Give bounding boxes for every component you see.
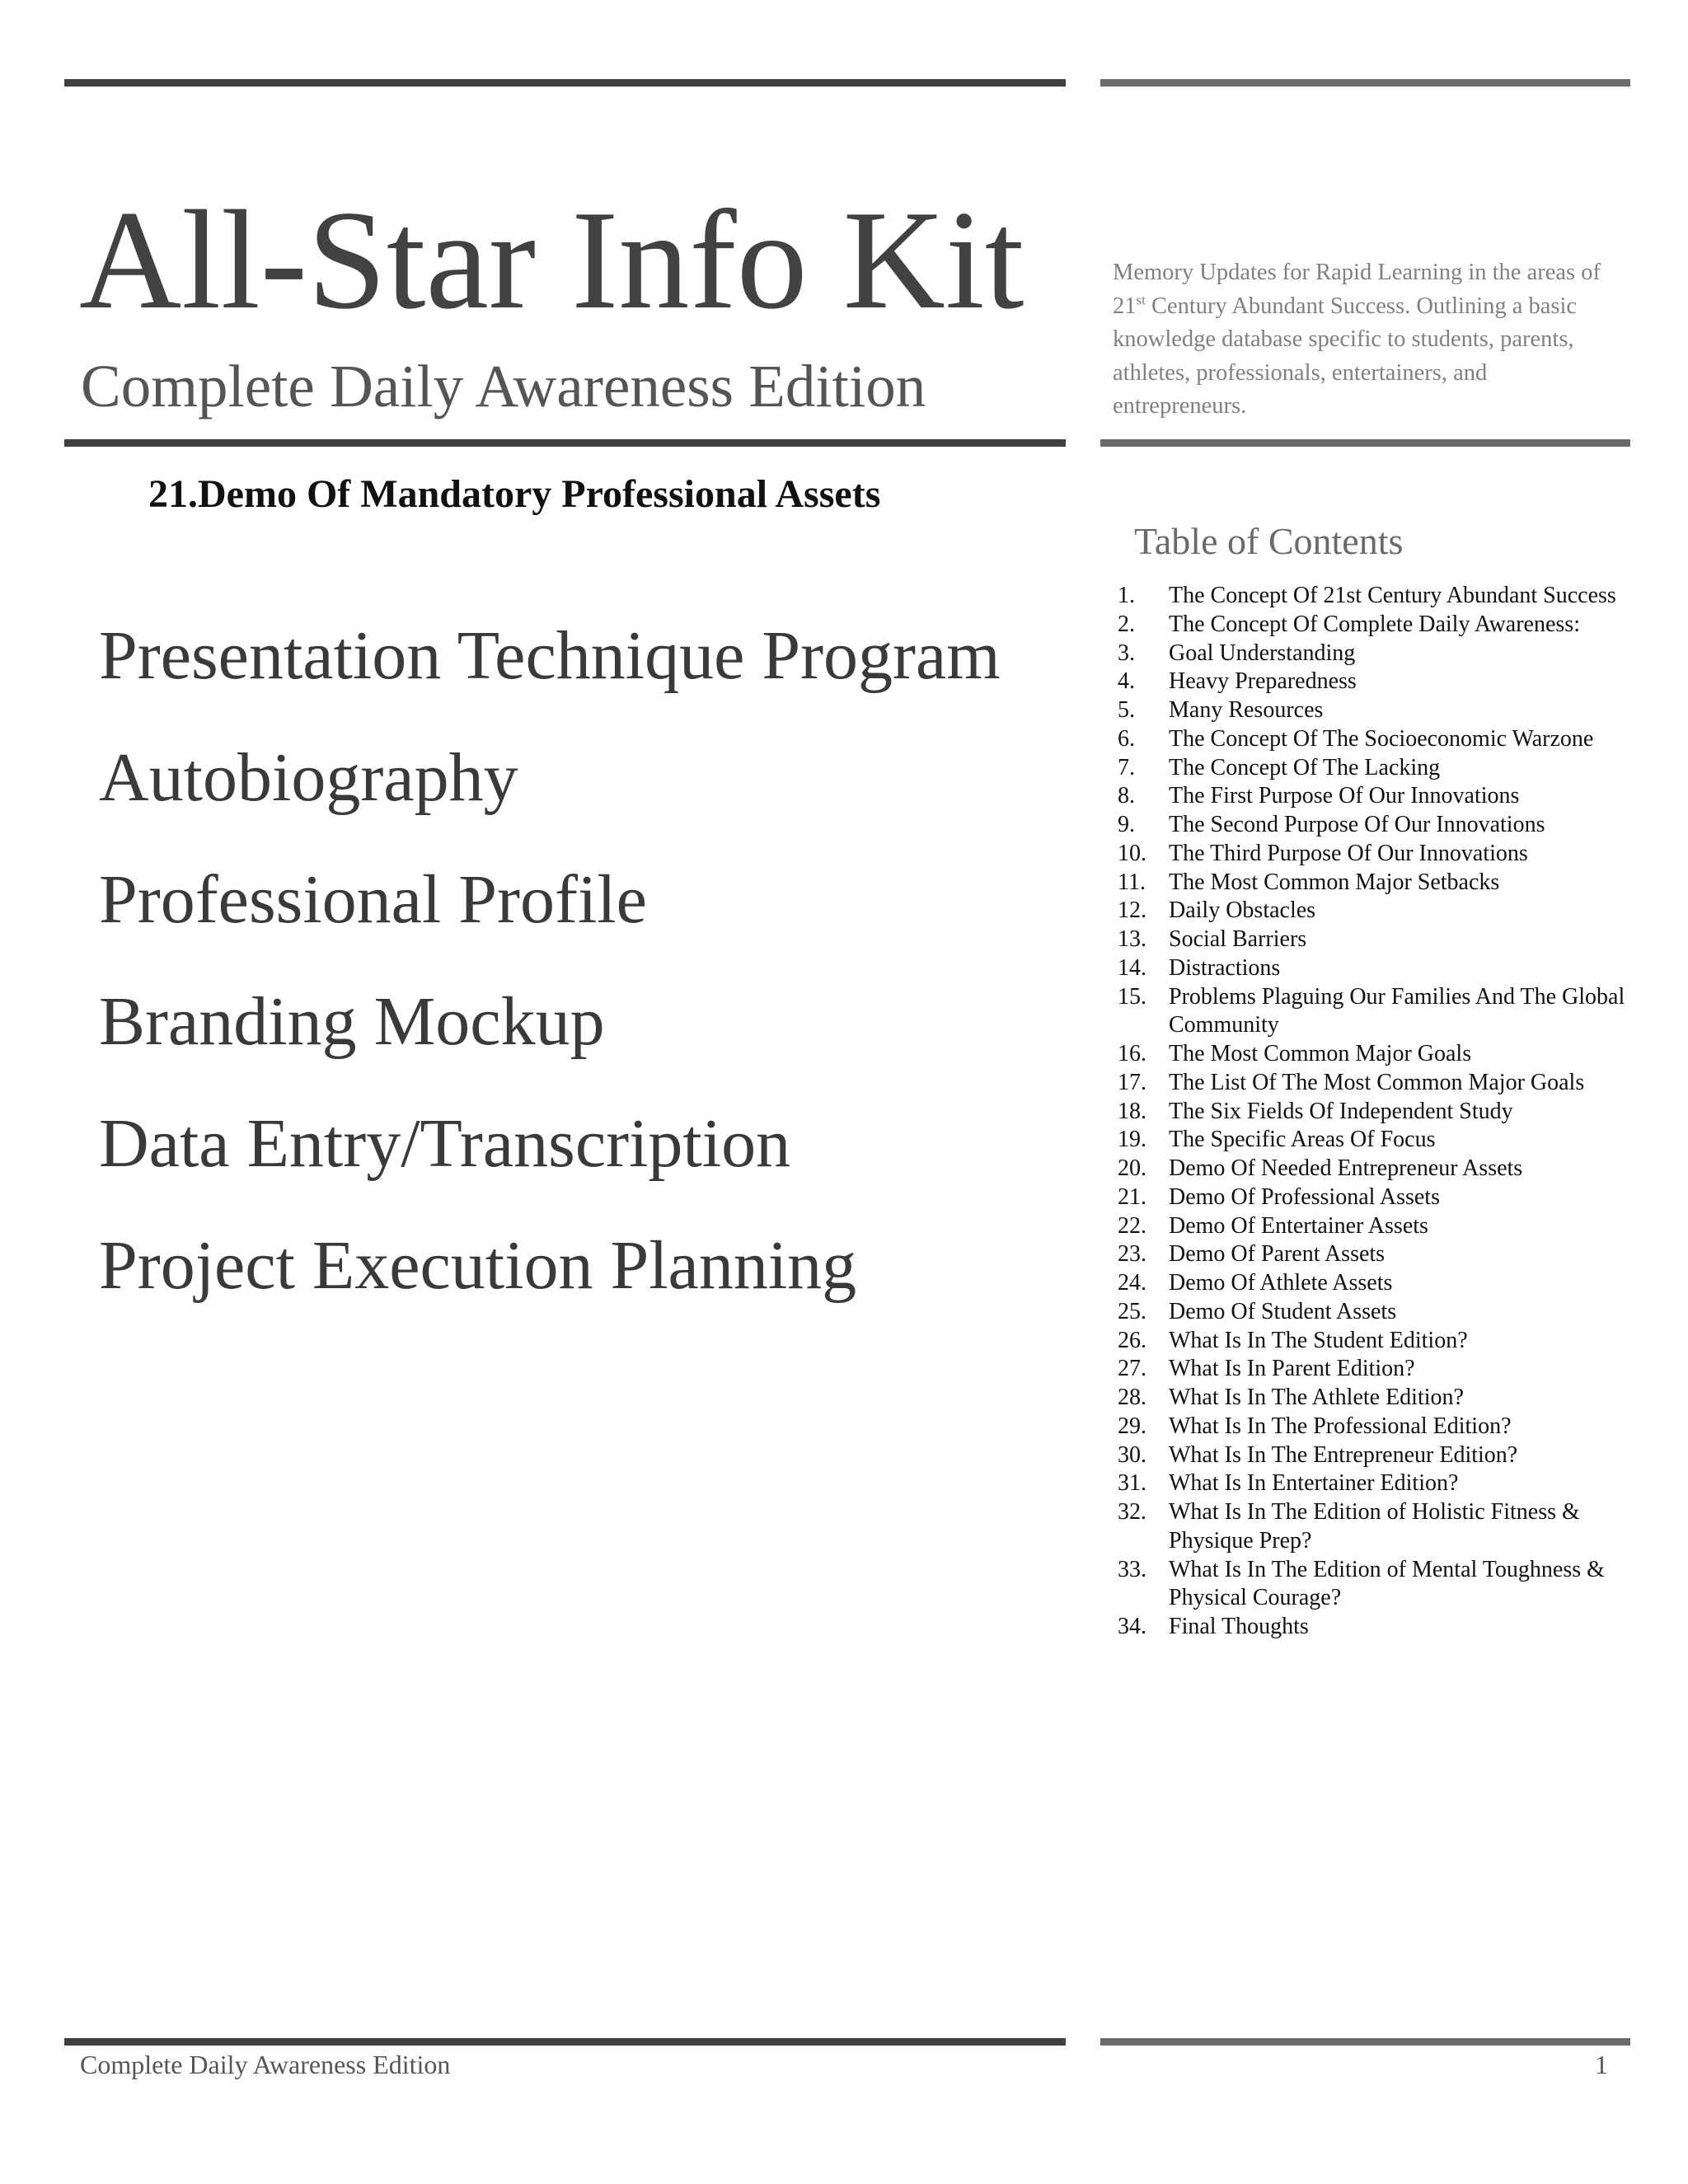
bottom-rule-right (1100, 2038, 1630, 2046)
toc-item-text: Problems Plaguing Our Families And The Global Community (1169, 983, 1625, 1038)
toc-item-text: Demo Of Professional Assets (1169, 1183, 1440, 1210)
toc-item-number: 10. (1118, 840, 1146, 866)
toc-item-text: Distractions (1169, 954, 1281, 981)
asset-list (99, 610, 1055, 1342)
toc-item-text: Heavy Preparedness (1169, 668, 1357, 695)
toc-item-number: 23. (1118, 1241, 1146, 1268)
toc-item (1118, 696, 1645, 725)
toc-item (1118, 1240, 1645, 1269)
toc-item (1118, 668, 1645, 696)
toc-item-text: The First Purpose Of Our Innovations (1169, 783, 1520, 809)
blurb-text-end: Century Abundant Success. Outlining a basic knowledge database specific to students, parents, athletes, professionals, entertainers, and entrepreneurs. (1113, 293, 1578, 419)
toc-item (1118, 1469, 1645, 1498)
toc-item (1118, 1384, 1645, 1413)
toc-item-number: 13. (1118, 926, 1146, 952)
toc-item (1118, 1155, 1645, 1183)
toc-item (1118, 1556, 1645, 1614)
toc-item-text: The Concept Of The Lacking (1169, 754, 1441, 780)
toc-item-text: The Concept Of 21st Century Abundant Success (1169, 583, 1616, 608)
toc-item (1118, 1298, 1645, 1327)
toc-item (1118, 1413, 1645, 1441)
toc-item-text: Demo Of Student Assets (1169, 1298, 1397, 1324)
toc-item-text: Demo Of Entertainer Assets (1169, 1212, 1428, 1239)
blurb-text-start: Memory Updates for Rapid Learning in the areas of 21 (1113, 260, 1601, 319)
toc-item-text: What Is In The Student Edition? (1169, 1327, 1468, 1353)
toc-item-text: What Is In The Athlete Edition? (1169, 1385, 1464, 1410)
toc-item-text: The Most Common Major Setbacks (1169, 869, 1500, 895)
bottom-rule-left (64, 2038, 1066, 2046)
toc-item-number: 27. (1118, 1356, 1146, 1382)
toc-item (1118, 1212, 1645, 1241)
toc-item-number: 19. (1118, 1127, 1146, 1153)
toc-item-text: Goal Understanding (1169, 640, 1356, 666)
toc-item (1118, 926, 1645, 954)
middle-rule-left (64, 439, 1066, 447)
toc-item-text: Demo Of Parent Assets (1169, 1241, 1386, 1268)
top-rule-right (1100, 79, 1630, 87)
toc-item-number: 28. (1118, 1385, 1146, 1410)
toc-item-number: 7. (1118, 754, 1135, 780)
document-title: All-Star Info Kit (79, 182, 1025, 339)
toc-item-number: 14. (1118, 954, 1146, 981)
toc-item-text: What Is In The Edition of Mental Toughness & Physical Courage? (1169, 1556, 1605, 1611)
toc-item (1118, 897, 1645, 926)
toc-item (1118, 640, 1645, 668)
toc-item-number: 21. (1118, 1183, 1146, 1210)
toc-item (1118, 582, 1645, 611)
page-number: 1 (1595, 2050, 1608, 2079)
toc-item-text: Demo Of Needed Entrepreneur Assets (1169, 1155, 1523, 1181)
header-blurb (1113, 256, 1624, 424)
toc-item-number: 29. (1118, 1413, 1146, 1439)
toc-item (1118, 811, 1645, 840)
toc-item (1118, 611, 1645, 640)
toc-item-number: 11. (1118, 869, 1146, 895)
toc-item (1118, 782, 1645, 811)
toc-item-number: 17. (1118, 1069, 1146, 1095)
toc-item-number: 16. (1118, 1041, 1146, 1066)
asset-item: Presentation Technique Program (99, 617, 1001, 694)
toc-item-number: 25. (1118, 1298, 1146, 1324)
toc-item-text: Daily Obstacles (1169, 898, 1316, 924)
toc-item-text: The Most Common Major Goals (1169, 1041, 1472, 1066)
toc-item (1118, 954, 1645, 983)
toc-item (1118, 869, 1645, 898)
toc-item-number: 18. (1118, 1098, 1146, 1124)
toc-item-text: What Is In Entertainer Edition? (1169, 1470, 1459, 1497)
toc-item-number: 33. (1118, 1556, 1146, 1582)
toc-item (1118, 1269, 1645, 1298)
toc-item (1118, 1498, 1645, 1556)
toc-item-text: The Concept Of Complete Daily Awareness: (1169, 611, 1580, 637)
toc-item (1118, 1441, 1645, 1470)
toc-item (1118, 1069, 1645, 1098)
toc-item (1118, 840, 1645, 869)
toc-item-number: 32. (1118, 1499, 1146, 1525)
toc-item-number: 8. (1118, 783, 1135, 809)
middle-rule-right (1100, 439, 1630, 447)
toc-item-number: 24. (1118, 1270, 1146, 1296)
toc-item-number: 26. (1118, 1327, 1146, 1353)
toc-item (1118, 1183, 1645, 1212)
toc-item-number: 15. (1118, 983, 1146, 1010)
asset-item: Professional Profile (99, 861, 647, 938)
toc-item-text: What Is In The Professional Edition? (1169, 1413, 1512, 1439)
toc-item-number: 4. (1118, 668, 1135, 695)
toc-item-number: 20. (1118, 1155, 1146, 1181)
document-subtitle: Complete Daily Awareness Edition (81, 353, 926, 419)
toc-heading: Table of Contents (1134, 520, 1404, 562)
toc-item-number: 34. (1118, 1614, 1146, 1639)
toc-item (1118, 1040, 1645, 1069)
toc-item-number: 1. (1118, 583, 1135, 608)
toc-item-number: 2. (1118, 611, 1135, 637)
toc-item-number: 9. (1118, 812, 1135, 837)
toc-item-text: What Is In The Edition of Holistic Fitness & Physique Prep? (1169, 1499, 1580, 1554)
toc-item-text: Final Thoughts (1169, 1614, 1309, 1639)
toc-item-text: Many Resources (1169, 697, 1324, 723)
toc-item-text: Demo Of Athlete Assets (1169, 1270, 1393, 1296)
toc-item-text: What Is In Parent Edition? (1169, 1356, 1415, 1382)
toc-item-text: What Is In The Entrepreneur Edition? (1169, 1441, 1518, 1468)
table-of-contents (1118, 582, 1645, 1642)
toc-item-text: The List Of The Most Common Major Goals (1169, 1069, 1585, 1095)
toc-item-number: 31. (1118, 1470, 1146, 1497)
toc-item (1118, 1126, 1645, 1155)
toc-item (1118, 1098, 1645, 1127)
asset-item: Autobiography (99, 739, 518, 816)
toc-item-number: 22. (1118, 1212, 1146, 1239)
toc-item (1118, 1327, 1645, 1356)
top-rule-left (64, 79, 1066, 87)
toc-item-text: The Third Purpose Of Our Innovations (1169, 840, 1528, 866)
toc-item-number: 5. (1118, 697, 1135, 723)
toc-item-text: The Six Fields Of Independent Study (1169, 1098, 1513, 1124)
asset-item: Project Execution Planning (99, 1227, 857, 1304)
toc-item (1118, 983, 1645, 1041)
toc-item (1118, 1613, 1645, 1642)
blurb-superscript: st (1136, 292, 1146, 307)
toc-item-number: 6. (1118, 725, 1135, 752)
toc-item-text: Social Barriers (1169, 926, 1307, 952)
toc-item-text: The Concept Of The Socioeconomic Warzone (1169, 725, 1594, 752)
toc-item-number: 30. (1118, 1441, 1146, 1468)
asset-item: Branding Mockup (99, 983, 605, 1060)
footer-edition-label: Complete Daily Awareness Edition (80, 2050, 451, 2079)
section-heading: 21.Demo Of Mandatory Professional Assets (148, 472, 881, 516)
toc-item (1118, 1355, 1645, 1384)
toc-item-number: 3. (1118, 640, 1135, 666)
toc-item (1118, 725, 1645, 754)
toc-item (1118, 754, 1645, 783)
toc-item-number: 12. (1118, 898, 1146, 924)
asset-item: Data Entry/Transcription (99, 1105, 791, 1182)
toc-item-text: The Specific Areas Of Focus (1169, 1127, 1436, 1153)
toc-item-text: The Second Purpose Of Our Innovations (1169, 812, 1545, 837)
